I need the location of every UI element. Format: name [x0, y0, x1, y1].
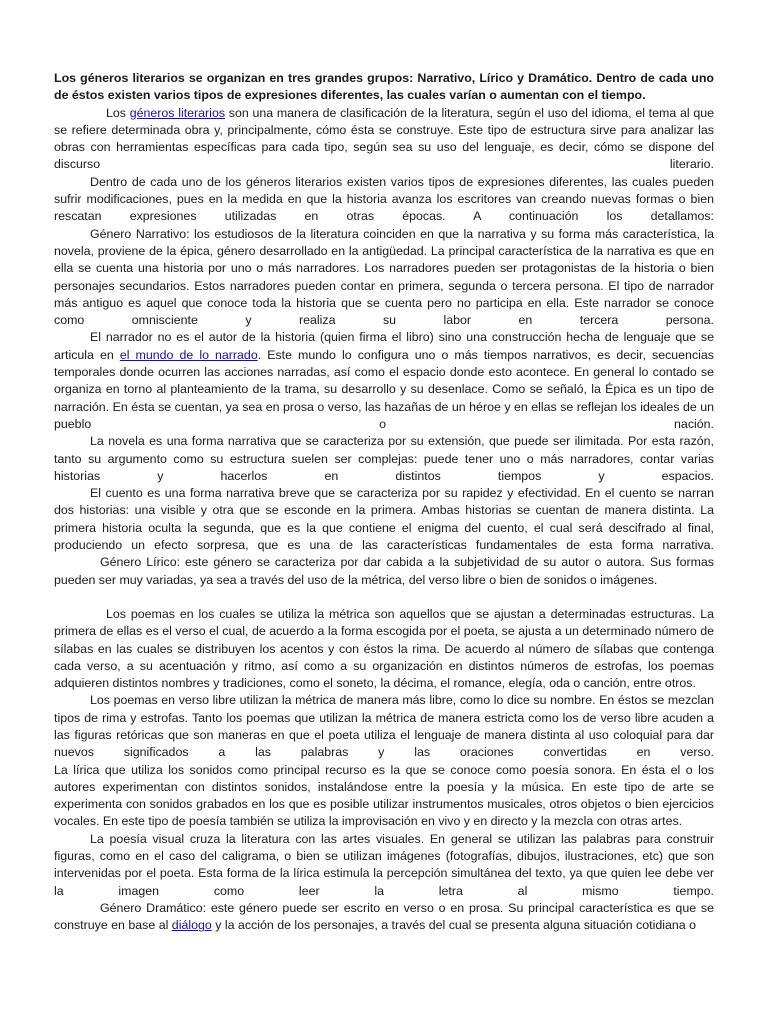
generos-literarios-link[interactable]: géneros literarios — [129, 105, 226, 120]
article-body — [54, 70, 714, 935]
paragraph-generos — [54, 105, 714, 174]
paragraph-novela: La novela es una forma narrativa que se caracteriza por su extensión, que puede ser ilimitada. Por esta razón, tanto su argumento como su estructura suelen ser complejas: puede tener uno o más narradores, contar varias historias y hacerlos en distintos tiempos y espacios. — [54, 434, 714, 483]
paragraph-genero-narrativo: Género Narrativo: los estudiosos de la literatura coinciden en que la narrativa y su forma más característica, la novela, proviene de la épica, género desarrollado en la antigüedad. La principal característica de la narrativa es que en ella se cuenta una historia por uno o más narradores. Los narradores pueden ser protagonistas de la historia o bien personajes secundarios. Estos narradores pueden contar en primera, segunda o tercera persona. El tipo de narrador más antiguo es aquel que conoce toda la historia que se cuenta pero no participa en ella. Este narrador se conoce como omnisciente y realiza su labor en tercera persona. — [54, 226, 714, 328]
mundo-narrado-link[interactable]: el mundo de lo narrado — [119, 347, 258, 362]
paragraph-poesia-visual: La poesía visual cruza la literatura con las artes visuales. En general se utilizan las palabras para construir figuras, como en el caso del caligrama, o bien se utilizan imágenes (fotografías, dibujos, ilustraciones, etc) que son intervenidas por el poeta. Esta forma de la lírica estimula la percepción simultánea del texto, ya que quien lee debe ver la imagen como leer la letra al mismo tiempo. — [54, 831, 714, 898]
paragraph-expresiones: Dentro de cada uno de los géneros literarios existen varios tipos de expresiones diferentes, las cuales pueden sufrir modificaciones, pues en la medida en que la historia avanza los escritores van creando nuevas formas o bien rescatan expresiones utilizadas en otras épocas. A continuación los detallamos: — [54, 174, 714, 224]
dialogo-link[interactable]: diálogo — [171, 918, 212, 933]
text-span: son una manera de clasificación de la literatura, según el uso del idioma, el tema al que se refiere determinada obra y, principalmente, cómo ésta se construye. Este tipo de estructura sirve para analizar las obras con herramientas específicas para cada tipo, según sea su uso del lenguaje, es decir, cómo se dispone del discurso literario. — [54, 105, 714, 172]
paragraph-cuento: El cuento es una forma narrativa breve que se caracteriza por su rapidez y efectividad. En el cuento se narran dos historias: una visible y otra que se esconde en la primera. Ambas historias se cuentan de manera distinta. La primera historia oculta la segunda, que es la que contiene el enigma del cuento, el cual será descifrado al final, produciendo un efecto sorpresa, que es una de las características fundamentales de esta forma narrativa. — [54, 486, 714, 553]
text-span: . Este mundo lo configura uno o más tiempos narrativos, es decir, secuencias temporales donde ocurren las acciones narradas, así como el espacio donde esto acontece. En general lo contado se organiza en torno al planteamiento de la trama, su desarrollo y su desenlace. Como se señaló, la Épica es un tipo de narración. En ésta se cuentan, ya sea en prosa o verso, las hazañas de un héroe y en ellas se reflejan los ideales de un pueblo o nación. — [54, 347, 714, 431]
paragraph-narrador — [54, 329, 714, 433]
text-span: Los — [106, 105, 130, 120]
paragraph-genero-lirico: Género Lírico: este género se caracteriza por dar cabida a la subjetividad de su autor o autora. Sus formas pueden ser muy variadas, ya sea a través del uso de la métrica, del verso libre o bien de sonidos o imágenes. — [54, 555, 714, 587]
paragraph-genero-dramatico — [54, 900, 714, 935]
paragraph-poesia-sonora: La lírica que utiliza los sonidos como principal recurso es la que se conoce como poesía sonora. En ésta el o los autores experimentan con distintos sonidos, instalándose entre la poesía y la música. En este tipo de arte se experimenta con sonidos grabados en los que es posible utilizar instrumentos musicales, otros objetos o bien ejercicios vocales. En este tipo de poesía también se utiliza la improvisación en vivo y en directo y la mezcla con otras artes. — [54, 762, 714, 829]
paragraph-verso-libre: Los poemas en verso libre utilizan la métrica de manera más libre, como lo dice su nombre. En éstos se mezclan tipos de rima y estrofas. Tanto los poemas que utilizan la métrica de manera estricta como los de verso libre acuden a las figuras retóricas que son maneras en que el poeta utiliza el lenguaje de manera distinta al uso coloquial para dar nuevos significados a las palabras y las oraciones convertidas en verso. — [54, 693, 714, 760]
paragraph-metrica: Los poemas en los cuales se utiliza la métrica son aquellos que se ajustan a determinadas estructuras. La primera de ellas es el verso el cual, de acuerdo a la forma escogida por el poeta, se ajusta a un determinado número de sílabas en las cuales se distribuyen los acentos y con éstos la rima. De acuerdo al número de sílabas que contenga cada verso, a su acentuación y ritmo, así como a su organización en distintos números de estrofas, los poemas adquieren distintos nombres y tradiciones, como el soneto, la décima, el romance, elegía, oda o canción, entre otros. — [54, 606, 714, 691]
text-span: Género Dramático: este género puede ser escrito en verso o en prosa. Su principal característica es que se construye en base al — [54, 900, 714, 933]
text-span: y la acción de los personajes, a través del cual se presenta alguna situación cotidiana o — [211, 918, 696, 933]
intro-paragraph: Los géneros literarios se organizan en tres grandes grupos: Narrativo, Lírico y Dramático. Dentro de cada uno de éstos existen varios tipos de expresiones diferentes, las cuales varían o aumentan con el tiempo. — [54, 71, 714, 103]
text-span: El narrador no es el autor de la historia (quien firma el libro) sino una construcción hecha de lenguaje que se articula en — [54, 330, 714, 362]
